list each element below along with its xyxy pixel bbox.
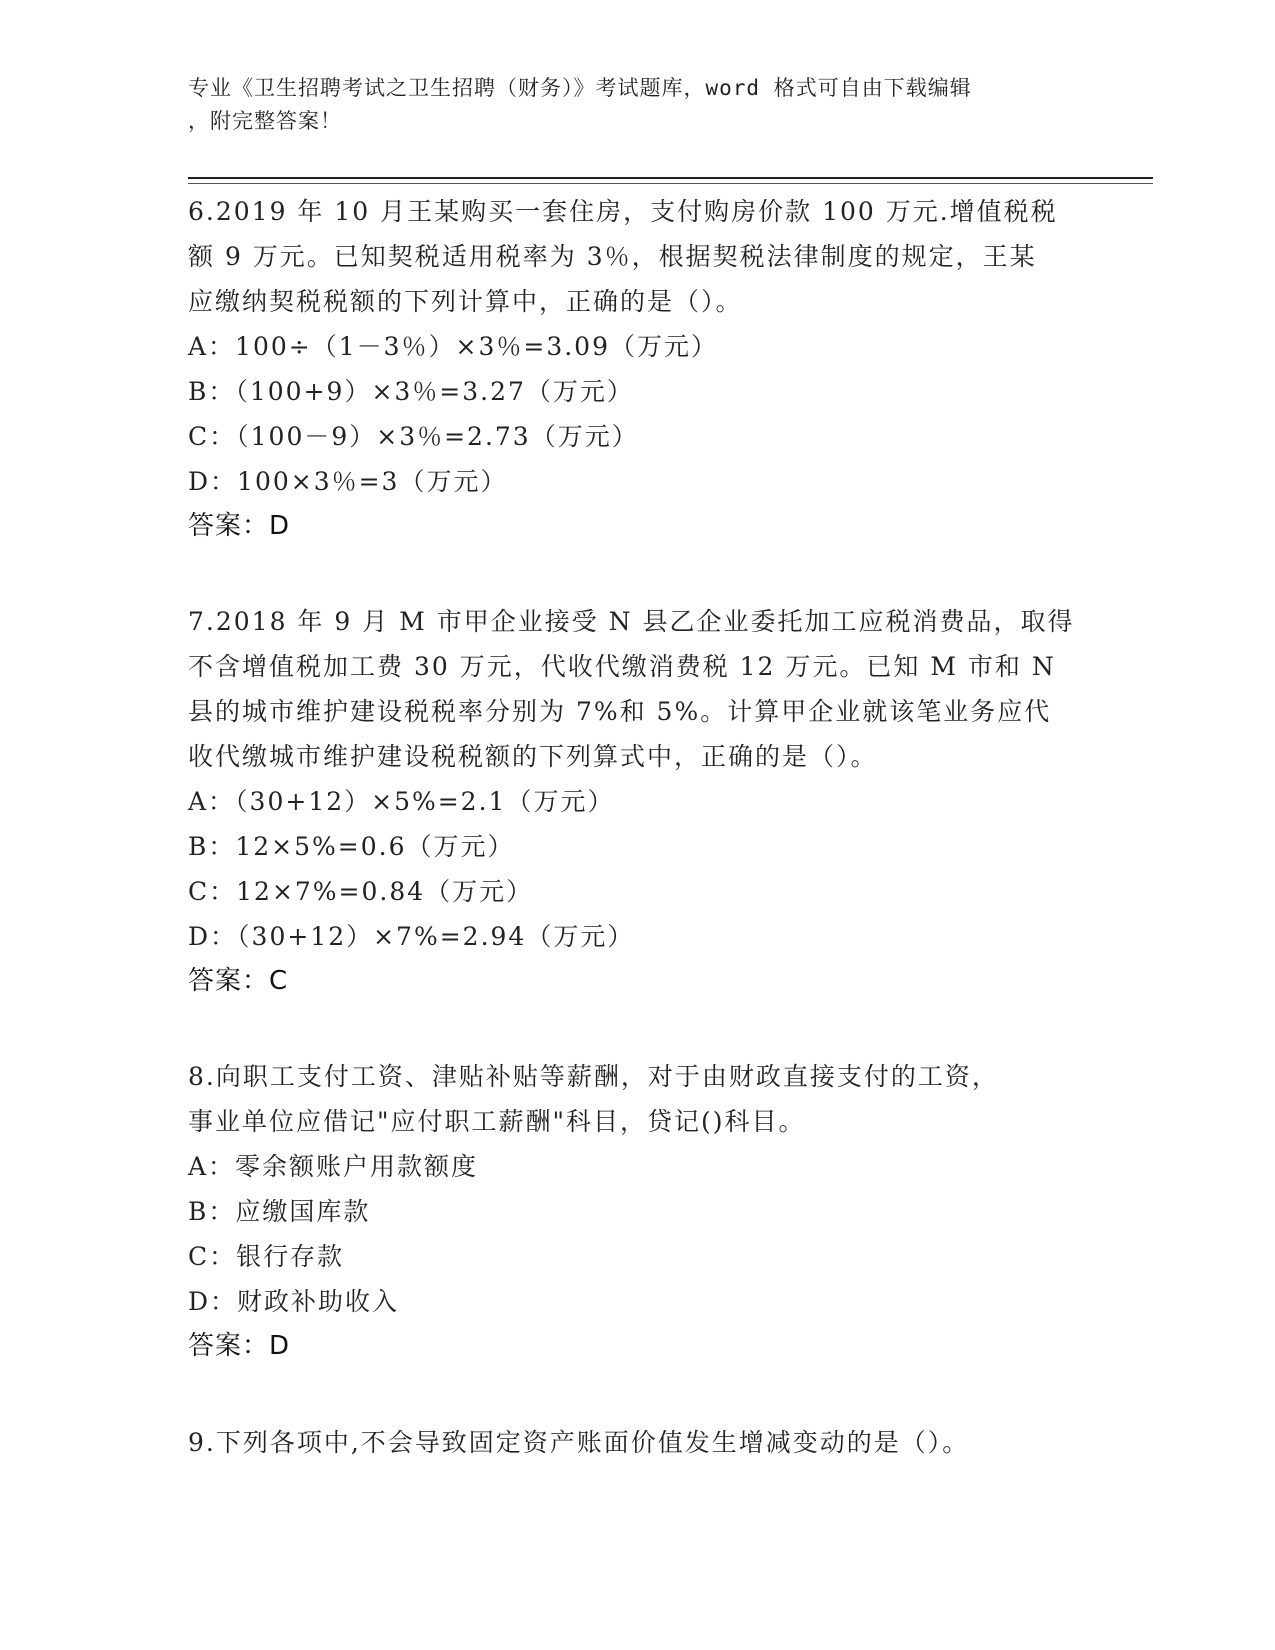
stem-line: 8.向职工支付工资、津贴补贴等薪酬，对于由财政直接支付的工资， <box>188 1062 999 1091</box>
stem-line: 9.下列各项中,不会导致固定资产账面价值发生增减变动的是（）。 <box>188 1428 970 1457</box>
stem-line: 事业单位应借记"应付职工薪酬"科目，贷记()科目。 <box>188 1107 806 1136</box>
stem-line: 收代缴城市维护建设税税额的下列算式中，正确的是（）。 <box>188 742 878 771</box>
option-d: D：（30+12）×7%=2.94（万元） <box>188 922 635 951</box>
answer: 答案：D <box>188 511 291 541</box>
stem-line: 县的城市维护建设税税率分别为 7%和 5%。计算甲企业就该笔业务应代 <box>188 697 1052 726</box>
option-a: A：100÷（1－3％）×3％=3.09（万元） <box>188 332 718 361</box>
answer: 答案：C <box>188 966 289 996</box>
stem-line: 不含增值税加工费 30 万元，代收代缴消费税 12 万元。已知 M 市和 N <box>188 652 1056 681</box>
question-stem <box>188 1054 1088 1144</box>
question-stem <box>188 599 1088 779</box>
question-stem <box>188 189 1088 324</box>
option-d: D：财政补助收入 <box>188 1287 400 1316</box>
option-d: D：100×3％=3（万元） <box>188 467 508 496</box>
option-b: B：应缴国库款 <box>188 1197 371 1226</box>
stem-line: 6.2019 年 10 月王某购买一套住房，支付购房价款 100 万元.增值税税 <box>188 197 1058 226</box>
option-c: C：12×7%=0.84（万元） <box>188 877 534 906</box>
option-b: B：12×5%=0.6（万元） <box>188 832 515 861</box>
question-7 <box>188 599 1088 1004</box>
question-9 <box>188 1420 1088 1465</box>
stem-line: 额 9 万元。已知契税适用税率为 3％，根据契税法律制度的规定，王某 <box>188 242 1037 271</box>
question-stem <box>188 1420 1088 1465</box>
document-header <box>188 72 1088 138</box>
question-8 <box>188 1054 1088 1369</box>
header-divider-thin <box>188 183 1153 184</box>
option-a: A：零余额账户用款额度 <box>188 1152 479 1181</box>
answer: 答案：D <box>188 1331 291 1361</box>
option-c: C：银行存款 <box>188 1242 345 1271</box>
stem-line: 应缴纳契税税额的下列计算中，正确的是（）。 <box>188 287 743 316</box>
header-line: ，附完整答案！ <box>188 109 342 133</box>
option-b: B：（100+9）×3％=3.27（万元） <box>188 377 634 406</box>
header-line: 专业《卫生招聘考试之卫生招聘（财务）》考试题库，word 格式可自由下载编辑 <box>188 76 972 100</box>
question-6 <box>188 189 1088 549</box>
stem-line: 7.2018 年 9 月 M 市甲企业接受 N 县乙企业委托加工应税消费品，取得 <box>188 607 1075 636</box>
option-a: A：（30+12）×5%=2.1（万元） <box>188 787 615 816</box>
option-c: C：（100－9）×3％=2.73（万元） <box>188 422 639 451</box>
header-divider <box>188 177 1153 179</box>
